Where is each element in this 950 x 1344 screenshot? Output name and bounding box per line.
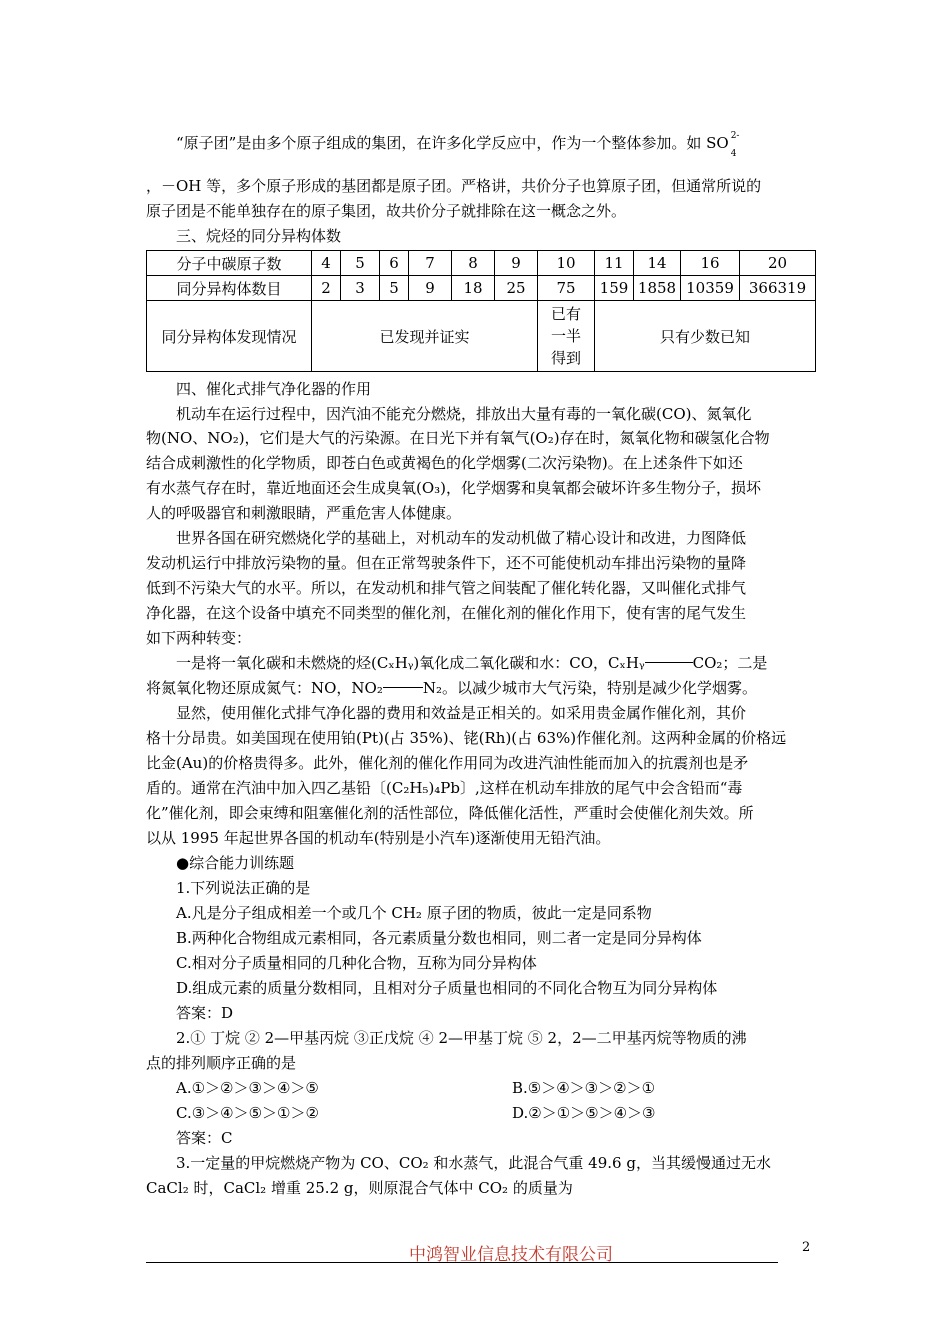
table-cell: 9 xyxy=(409,276,452,301)
table-cell: 1858 xyxy=(634,276,681,301)
table-row-status xyxy=(147,301,816,372)
para1-line: 有水蒸气存在时，靠近地面还会生成臭氧(O₃)，化学烟雾和臭氧都会破坏许多生物分子，损坏 xyxy=(146,479,762,497)
section3-heading: 三、烷烃的同分异构体数 xyxy=(176,227,342,245)
para2-line: 发动机运行中排放污染物的量。但在正常驾驶条件下，还不可能使机动车排出污染物的量降 xyxy=(146,554,747,572)
status-confirmed-cell: 已发现并证实 xyxy=(312,301,538,372)
para1-line: 机动车在运行过程中，因汽油不能充分燃烧，排放出大量有毒的一氧化碳(CO)、氮氧化 xyxy=(176,405,752,423)
q2-stem-line-1: 2.① 丁烷 ② 2—甲基丙烷 ③正戊烷 ④ 2—甲基丁烷 ⑤ 2，2—二甲基丙烷等物质的沸 xyxy=(176,1029,747,1047)
para4-line: 以从 1995 年起世界各国的机动车(特别是小汽车)逐渐使用无铅汽油。 xyxy=(146,829,611,847)
para4-line: 盾的。通常在汽油中加入四乙基铅〔(C₂H₅)₄Pb〕,这样在机动车排放的尾气中会含铅而“毒 xyxy=(146,779,743,797)
table-cell: 2 xyxy=(312,276,341,301)
intro-line-3: 原子团是不能单独存在的原子集团，故共价分子就排除在这一概念之外。 xyxy=(146,202,627,220)
intro-line-1: “原子团”是由多个原子组成的集团，在许多化学反应中，作为一个整体参加。如 SO 2- 4 xyxy=(176,131,740,159)
exercises-heading: ●综合能力训练题 xyxy=(176,854,295,872)
status-half-cell xyxy=(538,301,595,372)
status-half-line: 已有 xyxy=(550,305,581,323)
para3-text: 一是将一氧化碳和未燃烧的烃(CₓHᵧ)氧化成二氧化碳和水：CO，CₓHᵧ xyxy=(176,654,645,672)
status-half-line: 得到 xyxy=(550,349,581,367)
table-row-label: 分子中碳原子数 xyxy=(147,251,312,276)
q1-option-c: C.相对分子质量相同的几种化合物，互称为同分异构体 xyxy=(176,954,537,972)
table-cell: 8 xyxy=(452,251,495,276)
para2-line: 世界各国在研究燃烧化学的基础上，对机动车的发动机做了精心设计和改进，力图降低 xyxy=(176,529,747,547)
para3-line-2 xyxy=(146,678,757,698)
q3-stem-line-2: CaCl₂ 时，CaCl₂ 增重 25.2 g，则原混合气体中 CO₂ 的质量为 xyxy=(146,1179,573,1197)
para4-line: 比金(Au)的价格贵得多。此外，催化剂的催化作用同为改进汽油性能而加入的抗震剂也是矛 xyxy=(146,754,749,772)
para4-line: 格十分昂贵。如美国现在使用铂(Pt)(占 35%)、铑(Rh)(占 63%)作催化剂。这两种金属的价格远 xyxy=(146,729,787,747)
table-cell: 16 xyxy=(681,251,740,276)
para3-text: CO₂；二是 xyxy=(692,654,768,672)
para2-line: 净化器，在这个设备中填充不同类型的催化剂，在催化剂的催化作用下，使有害的尾气发生 xyxy=(146,604,747,622)
q3-stem-line-1: 3.一定量的甲烷燃烧产物为 CO、CO₂ 和水蒸气，此混合气重 49.6 g，当其缓慢通过无水 xyxy=(176,1154,771,1172)
reaction-arrow-icon xyxy=(645,653,693,673)
page-number: 2 xyxy=(802,1240,811,1255)
table-cell: 25 xyxy=(495,276,538,301)
intro-line-2: ，－OH 等，多个原子形成的基团都是原子团。严格讲，共价分子也算原子团，但通常所说的 xyxy=(146,177,762,195)
para1-line: 物(NO、NO₂)，它们是大气的污染源。在日光下并有氧气(O₂)存在时，氮氧化物和碳氢化合物 xyxy=(146,429,770,447)
table-cell: 10 xyxy=(538,251,595,276)
table-cell: 366319 xyxy=(740,276,816,301)
para3-text: 将氮氧化物还原成氮气：NO，NO₂ xyxy=(146,679,383,697)
table-row-carbons xyxy=(147,251,816,276)
table-cell: 11 xyxy=(595,251,634,276)
table-cell: 5 xyxy=(380,276,409,301)
table-row-label: 同分异构体数目 xyxy=(147,276,312,301)
table-row-label: 同分异构体发现情况 xyxy=(147,301,312,372)
para1-line: 结合成刺激性的化学物质，即苍白色或黄褐色的化学烟雾(二次污染物)。在上述条件下如还 xyxy=(146,454,743,472)
table-cell: 159 xyxy=(595,276,634,301)
q2-option-b: B.⑤＞④＞③＞②＞① xyxy=(512,1079,656,1097)
q1-answer: 答案：D xyxy=(176,1004,234,1022)
para2-line: 如下两种转变： xyxy=(146,629,252,647)
table-cell: 75 xyxy=(538,276,595,301)
para4-line: 化”催化剂，即会束缚和阻塞催化剂的活性部位，降低催化活性，严重时会使催化剂失效。所 xyxy=(146,804,754,822)
q2-stem-line-2: 点的排列顺序正确的是 xyxy=(146,1054,297,1072)
para2-line: 低到不污染大气的水平。所以，在发动机和排气管之间装配了催化转化器，又叫催化式排气 xyxy=(146,579,747,597)
para3-line-1 xyxy=(146,653,767,673)
q1-option-a: A.凡是分子组成相差一个或几个 CH₂ 原子团的物质，彼此一定是同系物 xyxy=(176,904,652,922)
para3-text: N₂。以减少城市大气污染，特别是减少化学烟雾。 xyxy=(422,679,757,697)
status-few-cell: 只有少数已知 xyxy=(595,301,816,372)
table-cell: 7 xyxy=(409,251,452,276)
reaction-arrow-icon xyxy=(383,678,423,698)
section4-heading: 四、催化式排气净化器的作用 xyxy=(176,380,372,398)
para1-line: 人的呼吸器官和刺激眼睛，严重危害人体健康。 xyxy=(146,504,462,522)
table-cell: 5 xyxy=(341,251,380,276)
table-cell: 9 xyxy=(495,251,538,276)
para4-line: 显然，使用催化式排气净化器的费用和效益是正相关的。如采用贵金属作催化剂，其价 xyxy=(176,704,747,722)
table-cell: 20 xyxy=(740,251,816,276)
footer-company: 中鸿智业信息技术有限公司 xyxy=(409,1245,613,1265)
table-cell: 14 xyxy=(634,251,681,276)
table-cell: 10359 xyxy=(681,276,740,301)
status-half-line: 一半 xyxy=(550,327,581,345)
table-cell: 4 xyxy=(312,251,341,276)
isomer-count-table xyxy=(146,250,816,372)
q1-option-d: D.组成元素的质量分数相同，且相对分子质量也相同的不同化合物互为同分异构体 xyxy=(176,979,718,997)
q2-option-a: A.①＞②＞③＞④＞⑤ xyxy=(176,1079,319,1097)
footer-divider xyxy=(146,1262,778,1263)
q2-answer: 答案：C xyxy=(176,1129,233,1147)
table-row-counts xyxy=(147,276,816,301)
q1-option-b: B.两种化合物组成元素相同，各元素质量分数也相同，则二者一定是同分异构体 xyxy=(176,929,702,947)
table-cell: 18 xyxy=(452,276,495,301)
table-cell: 3 xyxy=(341,276,380,301)
q2-option-c: C.③＞④＞⑤＞①＞② xyxy=(176,1104,319,1122)
q2-option-d: D.②＞①＞⑤＞④＞③ xyxy=(512,1104,656,1122)
table-cell: 6 xyxy=(380,251,409,276)
q1-stem: 1.下列说法正确的是 xyxy=(176,879,311,897)
